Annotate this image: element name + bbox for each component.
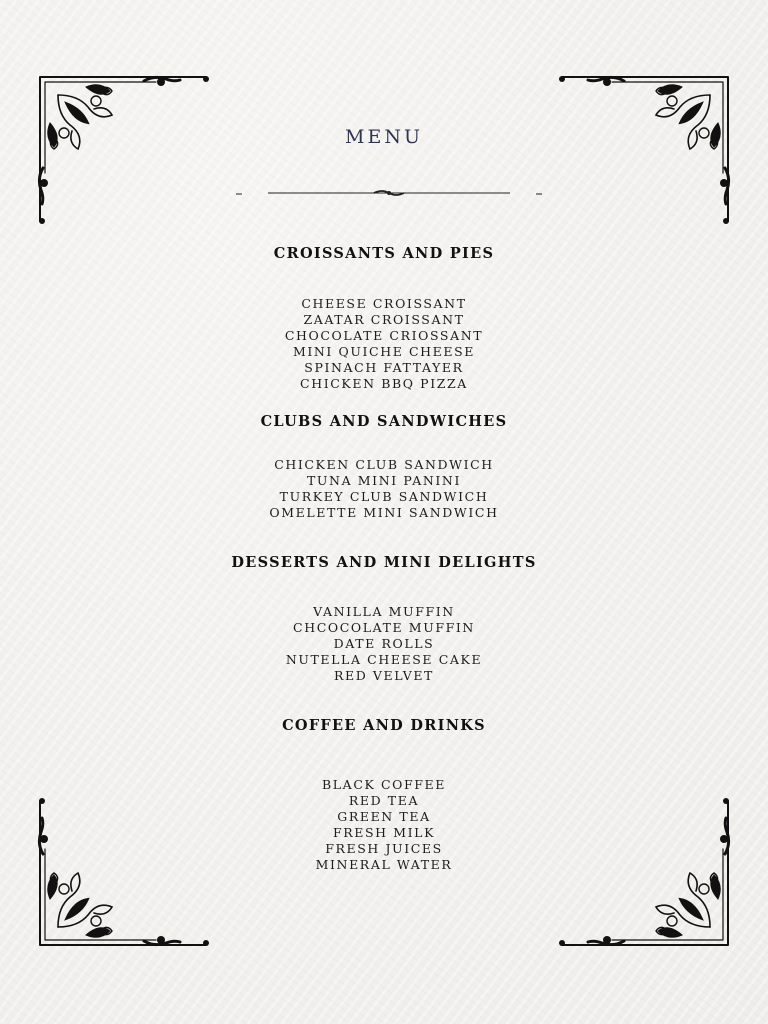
menu-item: BLACK COFFEE (322, 777, 446, 792)
section-list-clubs-and-sandwiches (0, 457, 768, 521)
menu-item: DATE ROLLS (333, 636, 435, 651)
menu-item: CHEESE CROISSANT (301, 296, 467, 311)
menu-item: TUNA MINI PANINI (306, 473, 462, 488)
flourish-corner-icon (36, 73, 211, 225)
menu-item: CHOCOLATE CRIOSSANT (284, 328, 484, 343)
menu-item: ZAATAR CROISSANT (303, 312, 465, 327)
section-list-croissants-and-pies (0, 296, 768, 392)
menu-item: FRESH MILK (332, 825, 436, 840)
section-heading-desserts-and-mini-delights: DESSERTS AND MINI DELIGHTS (231, 554, 537, 571)
menu-item: MINI QUICHE CHEESE (292, 344, 476, 359)
menu-item: CHCOCOLATE MUFFIN (293, 620, 475, 635)
menu-title: MENU (345, 126, 423, 148)
menu-item: CHICKEN CLUB SANDWICH (274, 457, 494, 472)
menu-item: GREEN TEA (337, 809, 431, 824)
menu-item: TURKEY CLUB SANDWICH (279, 489, 489, 504)
corner-ornament-top-right (557, 73, 732, 225)
section-list-coffee-and-drinks (0, 777, 768, 873)
ornamental-divider-icon (236, 186, 542, 200)
section-heading-croissants-and-pies: CROISSANTS AND PIES (273, 245, 495, 262)
menu-item: RED VELVET (334, 668, 434, 683)
menu-item: CHICKEN BBQ PIZZA (300, 376, 468, 391)
section-heading-coffee-and-drinks: COFFEE AND DRINKS (282, 717, 486, 734)
menu-item: MINERAL WATER (315, 857, 453, 872)
menu-item: VANILLA MUFFIN (313, 604, 455, 619)
section-heading-clubs-and-sandwiches: CLUBS AND SANDWICHES (260, 413, 508, 430)
section-list-desserts-and-mini-delights (0, 604, 768, 684)
menu-item: OMELETTE MINI SANDWICH (269, 505, 499, 520)
corner-ornament-top-left (36, 73, 211, 225)
title-divider (236, 186, 542, 200)
menu-item: RED TEA (348, 793, 420, 808)
menu-item: NUTELLA CHEESE CAKE (285, 652, 483, 667)
menu-item: FRESH JUICES (325, 841, 443, 856)
menu-item: SPINACH FATTAYER (304, 360, 464, 375)
flourish-corner-icon (557, 73, 732, 225)
